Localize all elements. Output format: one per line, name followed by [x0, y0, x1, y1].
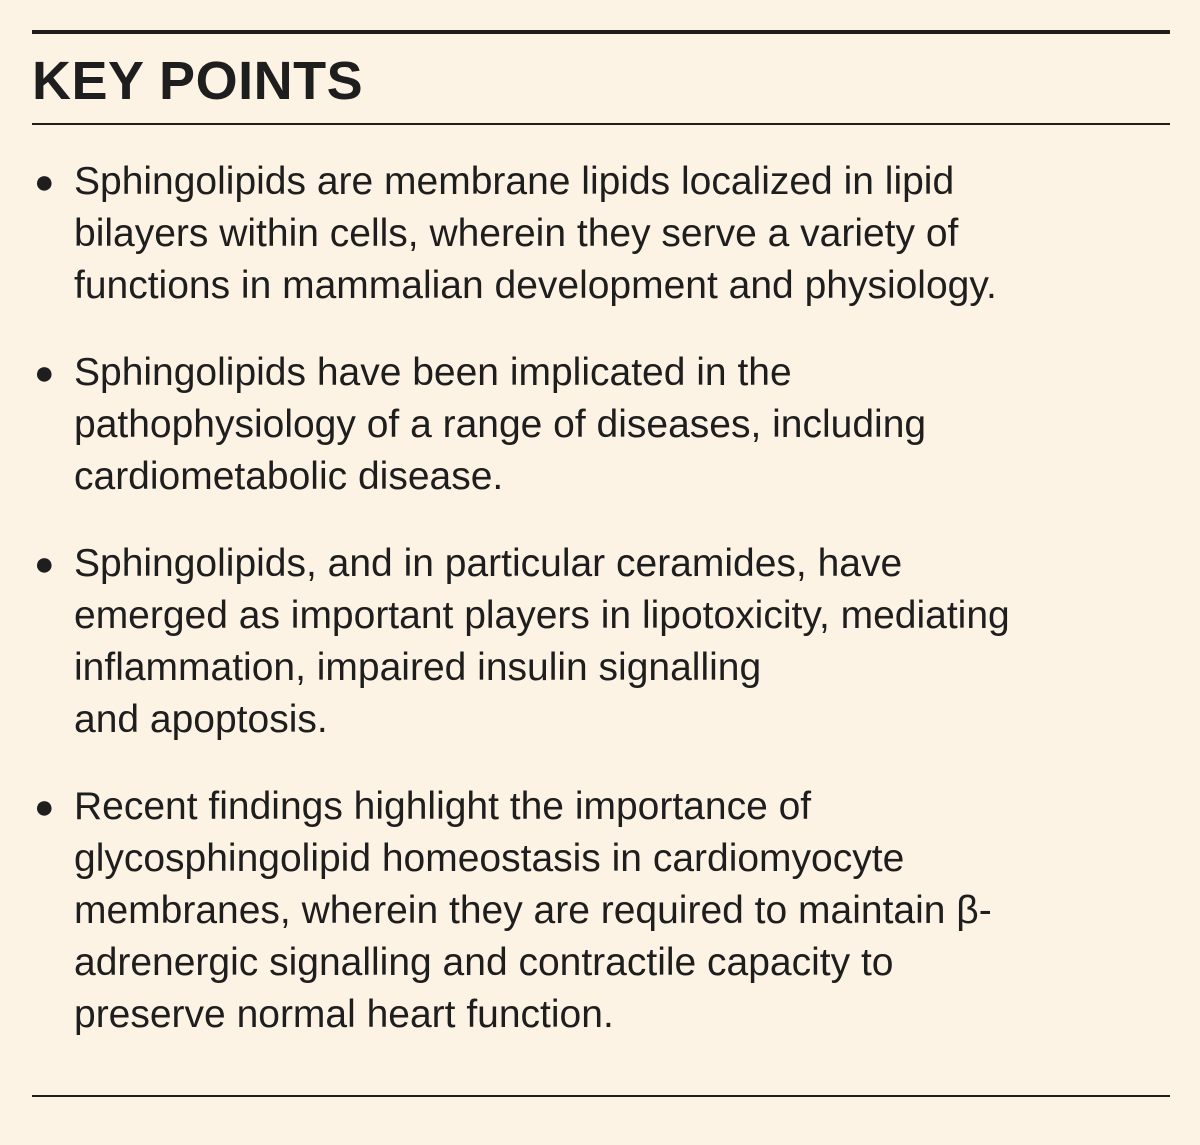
point-text-line: bilayers within cells, wherein they serve a variety of — [74, 212, 959, 255]
bullet-icon: ● — [34, 545, 55, 583]
bullet-icon: ● — [34, 163, 55, 201]
point-text-line: membranes, wherein they are required to maintain β- — [74, 889, 992, 932]
point-text-line: cardiometabolic disease. — [74, 455, 504, 498]
point-text-line: Sphingolipids are membrane lipids localized in lipid — [74, 160, 955, 203]
point-text-line: Sphingolipids have been implicated in the — [74, 351, 792, 394]
bullet-icon: ● — [34, 354, 55, 392]
key-point-2 — [32, 347, 1172, 503]
top-rule — [32, 30, 1170, 34]
bottom-rule — [32, 1095, 1170, 1097]
point-text-line: Recent findings highlight the importance of — [74, 785, 812, 828]
key-point-1 — [32, 156, 1172, 312]
point-text-line: glycosphingolipid homeostasis in cardiomyocyte — [74, 837, 905, 880]
point-text-line: functions in mammalian development and physiology. — [74, 264, 997, 307]
point-text-line: preserve normal heart function. — [74, 993, 614, 1036]
point-text-line: and apoptosis. — [74, 698, 328, 741]
key-point-4 — [32, 781, 1172, 1041]
key-points-list — [32, 156, 1172, 1076]
point-text-line: Sphingolipids, and in particular ceramides, have — [74, 542, 903, 585]
bullet-icon: ● — [34, 788, 55, 826]
key-points-title: KEY POINTS — [32, 51, 364, 111]
point-text-line: inflammation, impaired insulin signalling — [74, 646, 762, 689]
point-text-line: pathophysiology of a range of diseases, including — [74, 403, 927, 446]
key-point-3 — [32, 538, 1172, 746]
point-text-line: adrenergic signalling and contractile capacity to — [74, 941, 894, 984]
title-divider — [32, 123, 1170, 125]
point-text-line: emerged as important players in lipotoxicity, mediating — [74, 594, 1010, 637]
